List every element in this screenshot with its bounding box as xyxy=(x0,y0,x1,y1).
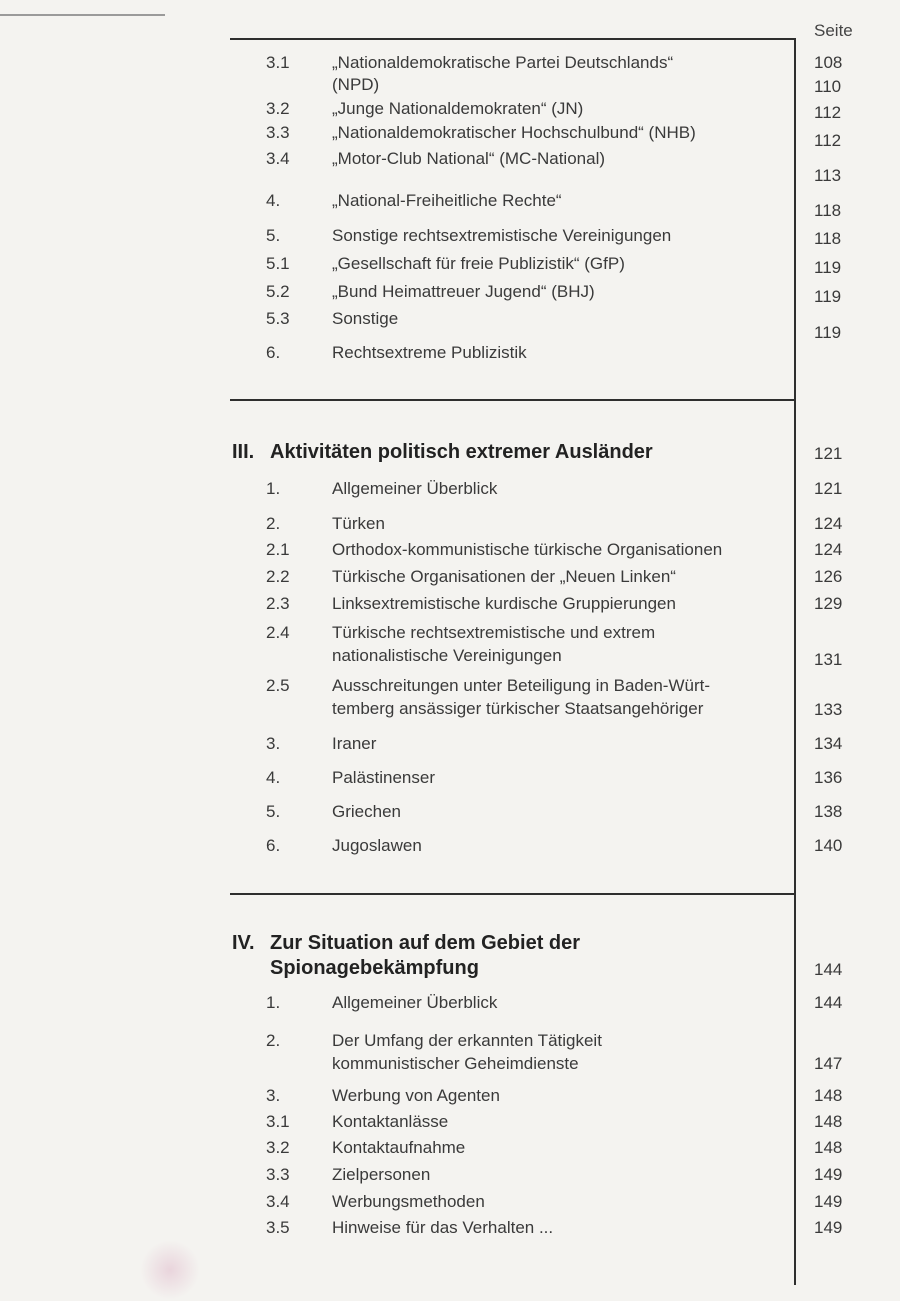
entry-number: 3. xyxy=(266,734,281,753)
entry-title: Palästinenser xyxy=(332,768,436,787)
entry-page: 110 xyxy=(814,77,842,96)
entry-number: 2. xyxy=(266,1031,281,1050)
entry-title: „Bund Heimattreuer Jugend“ (BHJ) xyxy=(332,282,595,301)
section-number: III. xyxy=(232,441,255,463)
seite-label: Seite xyxy=(814,21,853,40)
entry-title-cont: temberg ansässiger türkischer Staatsangehöriger xyxy=(332,699,704,718)
section-number: IV. xyxy=(232,932,255,954)
entry-title-cont: kommunistischer Geheimdienste xyxy=(332,1054,579,1073)
entry-title: Allgemeiner Überblick xyxy=(332,479,498,498)
entry-page: 148 xyxy=(814,1138,843,1157)
entry-page: 126 xyxy=(814,567,843,586)
entry-page: 134 xyxy=(814,734,843,753)
entry-number: 3.4 xyxy=(266,1192,290,1211)
entry-page: 124 xyxy=(814,540,843,559)
entry-page: 124 xyxy=(814,514,843,533)
entry-title: Kontaktaufnahme xyxy=(332,1138,466,1157)
entry-page: 118 xyxy=(814,201,842,220)
entry-page: 119 xyxy=(814,287,842,306)
entry-page: 133 xyxy=(814,700,843,719)
entry-number: 3.1 xyxy=(266,1112,290,1131)
entry-title: Orthodox-kommunistische türkische Organisationen xyxy=(332,540,723,559)
entry-number: 1. xyxy=(266,479,281,498)
entry-title: „National-Freiheitliche Rechte“ xyxy=(332,191,562,210)
entry-number: 3.3 xyxy=(266,1165,290,1184)
entry-number: 2. xyxy=(266,514,281,533)
entry-title: Sonstige xyxy=(332,309,399,328)
entry-page: 149 xyxy=(814,1218,843,1237)
entry-page: 147 xyxy=(814,1054,843,1073)
section-title: Aktivitäten politisch extremer Ausländer xyxy=(270,441,653,463)
entry-page: 121 xyxy=(814,479,843,498)
entry-title: Kontaktanlässe xyxy=(332,1112,449,1131)
page-corner-line xyxy=(0,14,165,16)
entry-number: 4. xyxy=(266,768,281,787)
entry-number: 6. xyxy=(266,836,281,855)
entry-title: Zielpersonen xyxy=(332,1165,431,1184)
entry-number: 2.3 xyxy=(266,594,290,613)
rule-top xyxy=(230,38,796,40)
entry-title: Türken xyxy=(332,514,385,533)
entry-page: 119 xyxy=(814,323,842,342)
entry-number: 2.1 xyxy=(266,540,290,559)
entry-title: Griechen xyxy=(332,802,401,821)
section-page: 121 xyxy=(814,444,843,463)
entry-page: 129 xyxy=(814,594,843,613)
entry-number: 3.2 xyxy=(266,1138,290,1157)
entry-page: 148 xyxy=(814,1086,843,1105)
stain-mark xyxy=(140,1240,200,1300)
entry-number: 5.2 xyxy=(266,282,290,301)
entry-page: 138 xyxy=(814,802,843,821)
vrule-section2 xyxy=(794,38,796,400)
entry-title: Werbung von Agenten xyxy=(332,1086,500,1105)
entry-page: 119 xyxy=(814,258,842,277)
entry-title: Werbungsmethoden xyxy=(332,1192,485,1211)
entry-page: 149 xyxy=(814,1165,843,1184)
entry-page: 131 xyxy=(814,650,843,669)
entry-page: 144 xyxy=(814,993,843,1012)
entry-title: Linksextremistische kurdische Gruppierungen xyxy=(332,594,676,613)
entry-page: 113 xyxy=(814,166,842,185)
entry-number: 3.1 xyxy=(266,53,290,72)
entry-title: Rechtsextreme Publizistik xyxy=(332,343,527,362)
entry-page: 149 xyxy=(814,1192,843,1211)
entry-title: Sonstige rechtsextremistische Vereinigungen xyxy=(332,226,672,245)
entry-number: 3.5 xyxy=(266,1218,290,1237)
entry-title: Allgemeiner Überblick xyxy=(332,993,498,1012)
entry-title: „Nationaldemokratische Partei Deutschlands“ xyxy=(332,53,674,72)
entry-number: 3.2 xyxy=(266,99,290,118)
entry-number: 5. xyxy=(266,802,281,821)
entry-title: Der Umfang der erkannten Tätigkeit xyxy=(332,1031,602,1050)
entry-page: 108 xyxy=(814,53,843,72)
entry-number: 2.2 xyxy=(266,567,290,586)
entry-title-cont: (NPD) xyxy=(332,75,380,94)
entry-page: 112 xyxy=(814,131,842,150)
entry-page: 148 xyxy=(814,1112,843,1131)
entry-number: 2.5 xyxy=(266,676,290,695)
entry-title: „Nationaldemokratischer Hochschulbund“ (NHB) xyxy=(332,123,696,142)
vrule-section4 xyxy=(794,893,796,1285)
section-title-cont: Spionagebekämpfung xyxy=(270,957,479,979)
entry-title: „Gesellschaft für freie Publizistik“ (GfP) xyxy=(332,254,625,273)
entry-title: Jugoslawen xyxy=(332,836,422,855)
entry-page: 136 xyxy=(814,768,843,787)
entry-page: 140 xyxy=(814,836,843,855)
entry-title: Ausschreitungen unter Beteiligung in Baden-Würt- xyxy=(332,676,710,695)
entry-number: 3.4 xyxy=(266,149,290,168)
entry-page: 112 xyxy=(814,103,842,122)
entry-number: 5.3 xyxy=(266,309,290,328)
entry-page: 118 xyxy=(814,229,842,248)
vrule-section3 xyxy=(794,399,796,894)
section-page: 144 xyxy=(814,960,843,979)
section-title: Zur Situation auf dem Gebiet der xyxy=(270,932,581,954)
entry-number: 6. xyxy=(266,343,281,362)
entry-title: Iraner xyxy=(332,734,377,753)
entry-title-cont: nationalistische Vereinigungen xyxy=(332,646,562,665)
entry-title: „Motor-Club National“ (MC-National) xyxy=(332,149,606,168)
entry-title: Türkische Organisationen der „Neuen Linken“ xyxy=(332,567,676,586)
entry-number: 5. xyxy=(266,226,281,245)
entry-title: Hinweise für das Verhalten ... xyxy=(332,1218,554,1237)
entry-number: 2.4 xyxy=(266,623,290,642)
entry-number: 1. xyxy=(266,993,281,1012)
entry-number: 3.3 xyxy=(266,123,290,142)
entry-number: 3. xyxy=(266,1086,281,1105)
rule-section4 xyxy=(230,893,796,895)
entry-title: „Junge Nationaldemokraten“ (JN) xyxy=(332,99,584,118)
rule-section3 xyxy=(230,399,796,401)
entry-number: 5.1 xyxy=(266,254,290,273)
entry-title: Türkische rechtsextremistische und extrem xyxy=(332,623,656,642)
entry-number: 4. xyxy=(266,191,281,210)
